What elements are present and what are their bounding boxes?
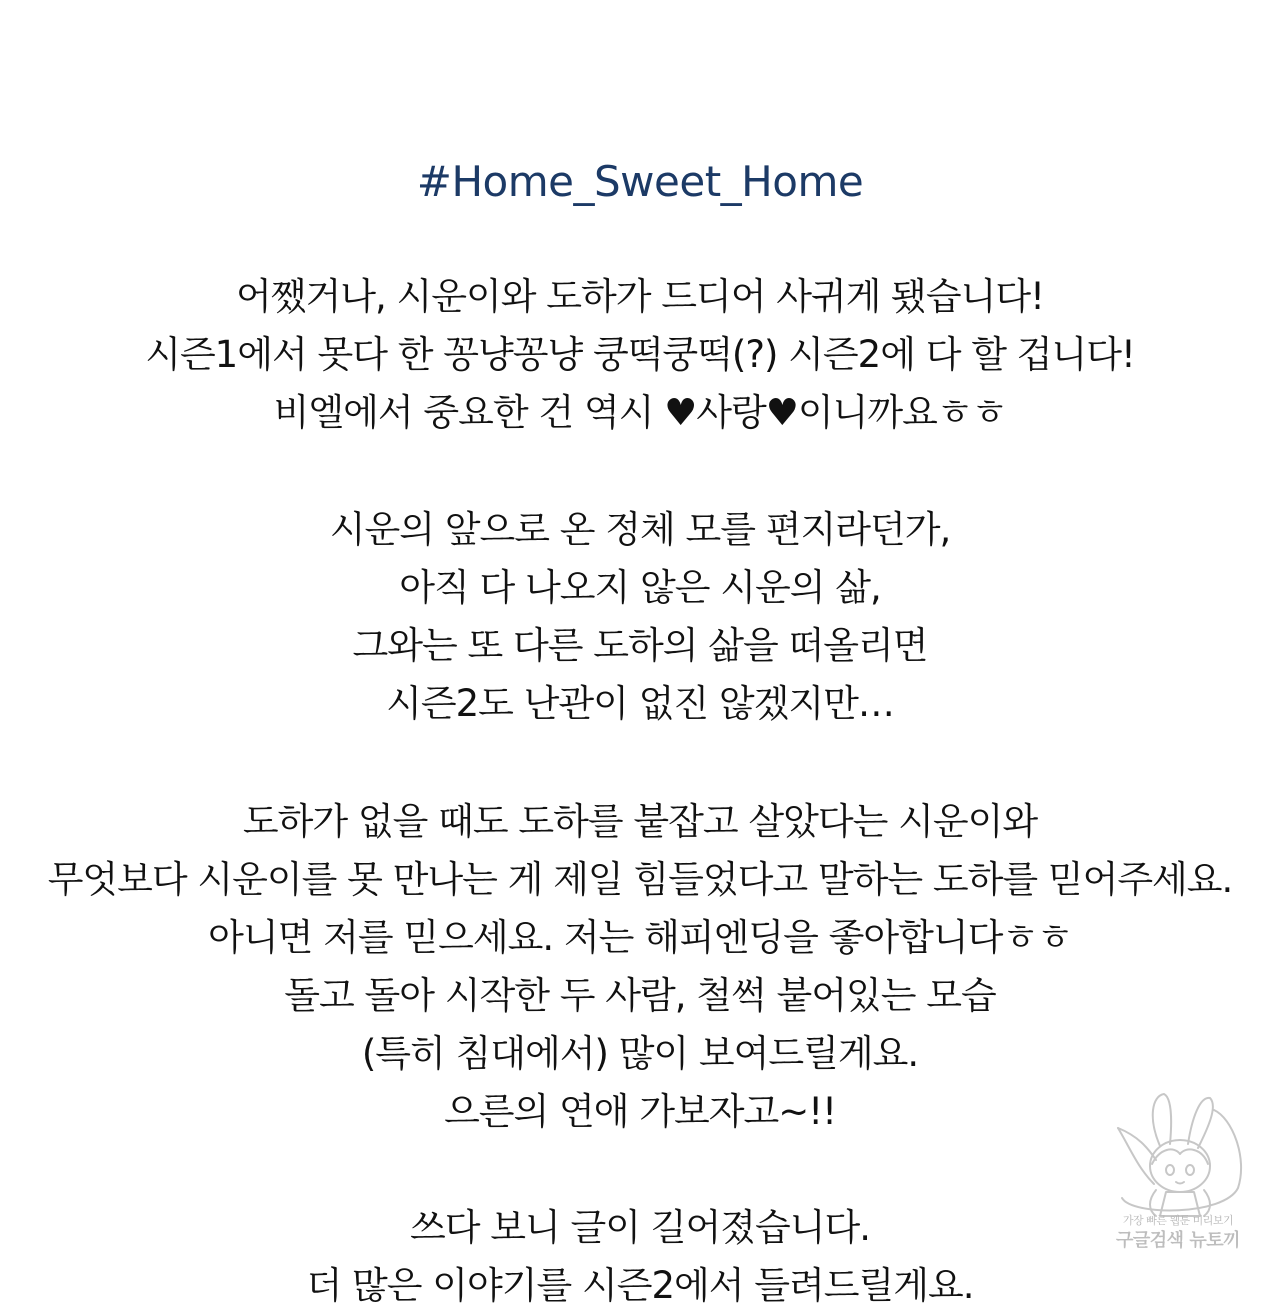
paragraph-1 [0,268,1280,442]
page-title: #Home_Sweet_Home [416,157,864,206]
paragraph-2 [0,501,1280,733]
text-line: 아직 다 나오지 않은 시운의 삶, [399,566,881,609]
text-line: 그와는 또 다른 도하의 삶을 떠올리면 [352,624,928,667]
text-line: 돌고 돌아 시작한 두 사람, 철썩 붙어있는 모습 [284,974,996,1017]
paragraph-4 [0,1199,1280,1315]
watermark-brand: 구글검색 뉴토끼 [1116,1230,1240,1251]
watermark [1098,1088,1258,1258]
text-line: 도하가 없을 때도 도하를 붙잡고 살았다는 시운이와 [242,800,1038,843]
text-line: 으른의 연애 가보자고~!! [444,1090,836,1133]
text-line: 시즌2도 난관이 없진 않겠지만… [386,682,894,725]
text-line: 어쨌거나, 시운이와 도하가 드디어 사귀게 됐습니다! [236,275,1044,318]
text-line: 시즌1에서 못다 한 꽁냥꽁냥 쿵떡쿵떡(?) 시즌2에 다 할 겁니다! [145,333,1135,376]
text-line: 비엘에서 중요한 건 역시 ♥사랑♥이니까요ㅎㅎ [273,391,1007,434]
text-line: (특히 침대에서) 많이 보여드릴게요. [361,1032,919,1075]
text-line: 무엇보다 시운이를 못 만나는 게 제일 힘들었다고 말하는 도하를 믿어주세요. [47,858,1233,901]
watermark-tagline: 가장 빠른 웹툰 미리보기 [1122,1214,1234,1227]
bunny-girl-mascot-icon [1108,1088,1248,1218]
text-line: 시운의 앞으로 온 정체 모를 편지라던가, [329,508,951,551]
text-line: 더 많은 이야기를 시즌2에서 들려드릴게요. [306,1264,974,1307]
paragraph-3 [0,793,1280,1141]
text-line: 쓰다 보니 글이 길어졌습니다. [410,1206,870,1249]
text-line: 아니면 저를 믿으세요. 저는 해피엔딩을 좋아합니다ㅎㅎ [208,916,1072,959]
